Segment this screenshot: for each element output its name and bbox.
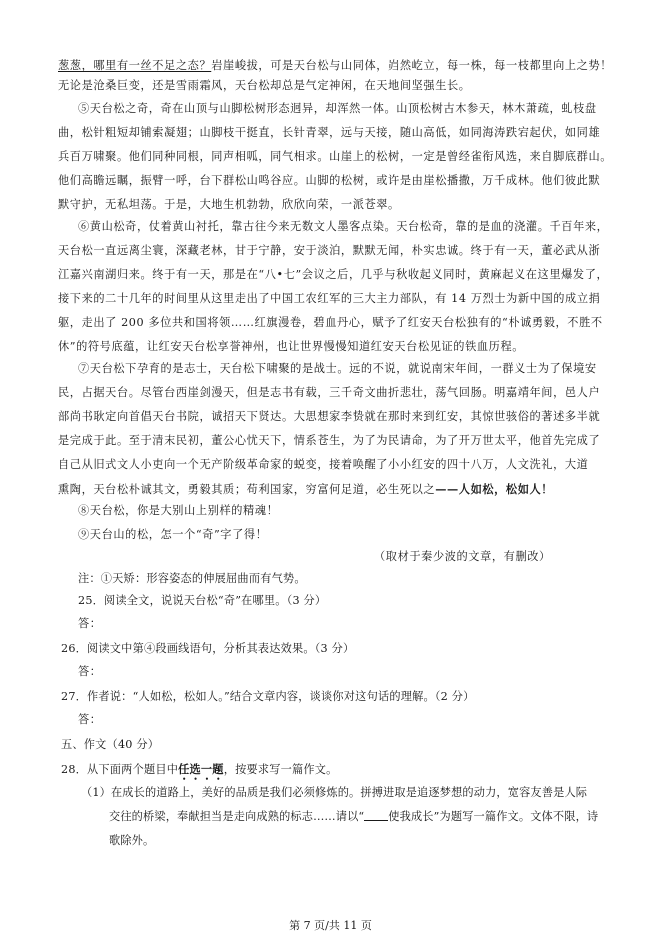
- opt1-line2-pre: 交往的桥梁，奉献担当是走向成熟的标志……请以“: [109, 810, 365, 823]
- article-source: （取材于秦少波的文章，有删改）: [374, 550, 551, 563]
- article-p7-line: 自己从旧式文人小吏向一个无产阶级革命家的蜕变，接着唤醒了小小红安的四十八万，人文洗礼，大道: [58, 458, 589, 471]
- article-p7-line: 部尚书耿定向首倡天台书院，诚招天下贤达。大思想家李贽就在那时来到红安，其惊世骇俗的著述多半就: [58, 410, 601, 423]
- article-p6-line: 躯，走出了 200 多位共和国将领……红旗漫卷，碧血丹心，赋予了红安天台松独有的“朴诚勇毅，不胜不: [58, 316, 603, 329]
- question-28: [61, 761, 338, 783]
- option-1-line3: 歌除外。: [109, 834, 155, 847]
- article-p5-line: ⑤天台松之奇，奇在山顶与山脚松树形态迥异，却浑然一体。山顶松树古木参天，林木萧疏，虬枝盘: [78, 102, 597, 115]
- article-p4-line1: [58, 58, 612, 74]
- article-p8: ⑧天台松，你是大别山上别样的精魂！: [78, 504, 279, 517]
- article-p6-line: ⑥黄山松奇，仗着黄山衬托，靠古往今来无数文人墨客点染。天台松奇，靠的是血的浇灌。千百年来，: [78, 220, 609, 233]
- page-number: 第 7 页/共 11 页: [289, 919, 372, 932]
- article-p5-line: 他们高瞻远瞩，振臂一呼，台下群松山鸣谷应。山脚的松树，或许是由崖松播撒，万千成林。他们彼此默: [58, 174, 601, 187]
- p4-rest: 岩崖峻拔，可是天台松与山同体，岿然屹立，每一株，每一枝都里向上之势！: [211, 59, 613, 72]
- bold-conclusion: ——人如松，松如人！: [435, 482, 554, 496]
- article-p7-line: 是完成于此。至于清末民初，董公心忧天下，情系苍生，为了为民请命，为了开万世太平，他首先完成了: [58, 434, 601, 447]
- article-p5-line: 曲，松针粗短却铺索凝翅；山脚枝干挺直，长针青翠，远与天接，随山高低，如同海涛跌宕起伏，如同雄: [58, 126, 601, 139]
- article-p6-line: 休”的符号底蕴，让红安天台松享誉神州，也让世界慢慢知道红安天台松见证的铁血历程。: [58, 340, 525, 353]
- underlined-sentence: 葱葱，哪里有一丝不足之态？: [58, 59, 212, 72]
- composition-section-title: 五、作文（40 分）: [61, 738, 160, 751]
- question-25: 25．阅读全文，说说天台松“奇”在哪里。（3 分）: [78, 594, 327, 607]
- q28-emphasis: 任选一题: [178, 762, 224, 776]
- article-p5-line: 兵百万啸聚。他们同种同根，同声相呱，同气相求。山崖上的松树，一定是曾经雀衔风选，来自脚底群山。: [58, 150, 613, 163]
- article-p7-line: ⑦天台松下孕育的是志士，天台松下啸聚的是战士。远的不说，就说南宋年间，一群义士为了保境安: [78, 362, 597, 375]
- article-p4-line2: 无论是沧桑巨变，还是雪雨霜风，天台松却总是气定神闲，在天地间坚强生长。: [58, 79, 471, 92]
- article-p5-line: 默守护，无私坦荡。于是，大地生机勃勃，欣欣向荣，一派苍翠。: [58, 198, 400, 211]
- opt1-line2-post: 使我成长”为题写一篇作文。文体不限，诗: [388, 810, 599, 823]
- article-p7-line-last: [58, 481, 553, 498]
- answer-label-25: 答：: [78, 617, 102, 630]
- article-p6-line: 江嘉兴南湖归来。终于有一天，那是在“八•七”会议之后，几乎与秋收起义同时，黄麻起义在这里爆发了，: [58, 268, 609, 281]
- note: 注：①天矫：形容姿态的伸展屈曲而有气势。: [78, 572, 306, 585]
- answer-label-27: 答：: [78, 713, 102, 726]
- option-1-line2: [109, 809, 598, 825]
- question-26: 26．阅读文中第④段画线语句，分析其表达效果。（3 分）: [61, 642, 355, 655]
- question-27: 27．作者说：“人如松，松如人。”结合文章内容，谈谈你对这句话的理解。（2 分）: [61, 690, 475, 703]
- q28-prefix: 28．从下面两个题目中: [61, 763, 179, 776]
- article-p6-line: 天台松一直远离尘寰，深藏老林，甘于宁静，安于淡泊，默默无闻，朴实忠诚。终于有一天，董必武从浙: [58, 244, 601, 257]
- title-blank: [364, 809, 388, 821]
- article-p6-line: 接下来的二十几年的时间里从这里走出了中国工农红军的三大主力部队，有 14 万烈士为新中国的成立捐: [58, 292, 601, 305]
- article-p7-line: 民，占据天台。尽管台西崖剑漫天，但是志书有载，三千奇文曲折悲壮，荡气回肠。明嘉靖年间，邑人户: [58, 386, 601, 399]
- option-1-line1: （1）在成长的道路上，美好的品质是我们必须修炼的。拼搏进取是追逐梦想的动力，宽容友善是人际: [81, 786, 588, 799]
- q28-suffix: ，按要求写一篇作文。: [223, 763, 338, 776]
- p7-last-text: 熏陶，天台松朴诚其文，勇毅其质；苟利国家，穷富何足道，必生死以之: [58, 483, 436, 496]
- article-p9: ⑨天台山的松，怎一个“奇”字了得！: [78, 528, 268, 541]
- answer-label-26: 答：: [78, 665, 102, 678]
